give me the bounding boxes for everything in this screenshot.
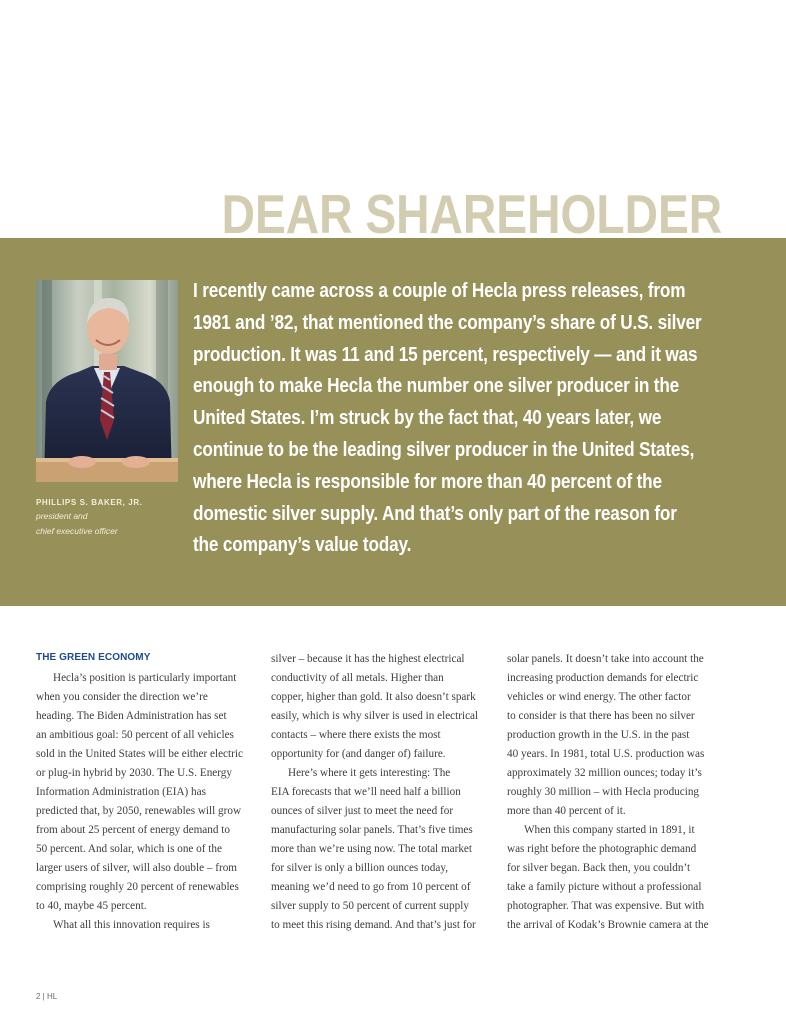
- body-column-1: [36, 650, 252, 935]
- body-line: Hecla’s position is particularly important: [53, 672, 237, 684]
- body-line: silver – because it has the highest electrical: [271, 653, 465, 665]
- body-line: When this company started in 1891, it: [524, 824, 695, 836]
- intro-line: 1981 and ’82, that mentioned the company’s share of U.S. silver: [193, 311, 702, 334]
- body-line: or plug-in hybrid by 2030. The U.S. Energy: [36, 767, 232, 779]
- body-line: production growth in the U.S. in the past: [507, 729, 690, 741]
- body-line: manufacturing solar panels. That’s five times: [271, 824, 473, 836]
- body-line: was right before the photographic demand: [507, 843, 697, 855]
- body-line: to consider is that there has been no silver: [507, 710, 695, 722]
- section-heading: THE GREEN ECONOMY: [36, 652, 151, 663]
- body-line: to 40, maybe 45 percent.: [36, 900, 147, 912]
- body-line: ounces of silver just to meet the need for: [271, 805, 454, 817]
- body-line: opportunity for (and danger of) failure.: [271, 748, 446, 760]
- portrait-caption: [36, 497, 186, 539]
- intro-paragraph: [193, 276, 753, 562]
- body-line: from about 25 percent of energy demand to: [36, 824, 230, 836]
- intro-line: the company’s value today.: [193, 534, 412, 557]
- body-line: sold in the United States will be either electric: [36, 748, 243, 760]
- caption-role-line-2: chief executive officer: [36, 526, 118, 536]
- body-line: approximately 32 million ounces; today it’s: [507, 767, 702, 779]
- body-line: to meet this rising demand. And that’s just for: [271, 919, 476, 931]
- body-line: when you consider the direction we’re: [36, 691, 208, 703]
- body-line: contacts – where there exists the most: [271, 729, 441, 741]
- body-line: meaning we’d need to go from 10 percent of: [271, 881, 471, 893]
- caption-role-line-1: president and: [36, 511, 88, 521]
- body-line: What all this innovation requires is: [53, 919, 210, 931]
- intro-line: production. It was 11 and 15 percent, respectively — and it was: [193, 343, 698, 366]
- body-line: predicted that, by 2050, renewables will grow: [36, 805, 242, 817]
- body-line: more than 40 percent of it.: [507, 805, 626, 817]
- intro-line: continue to be the leading silver producer in the United States,: [193, 438, 695, 461]
- body-line: more than we’re using now. The total market: [271, 843, 473, 855]
- body-line: EIA forecasts that we’ll need half a billion: [271, 786, 461, 798]
- page-title: DEAR SHAREHOLDER: [221, 183, 723, 245]
- body-line: 40 years. In 1981, total U.S. production was: [507, 748, 705, 760]
- body-line: for silver is only a billion ounces today,: [271, 862, 448, 874]
- body-line: 50 percent. And solar, which is one of the: [36, 843, 222, 855]
- caption-name: PHILLIPS S. BAKER, JR.: [36, 498, 143, 507]
- intro-line: enough to make Hecla the number one silver producer in the: [193, 375, 680, 398]
- body-line: photographer. That was expensive. But with: [507, 900, 705, 912]
- intro-line: United States. I’m struck by the fact that, 40 years later, we: [193, 407, 662, 430]
- intro-line: where Hecla is responsible for more than 40 percent of the: [193, 470, 662, 493]
- body-line: silver supply to 50 percent of current supply: [271, 900, 469, 912]
- body-line: larger users of silver, will also double – from: [36, 862, 237, 874]
- ceo-portrait: [36, 280, 178, 482]
- body-line: vehicles or wind energy. The other factor: [507, 691, 691, 703]
- page-footer: 2 | HL: [36, 992, 58, 1001]
- body-line: solar panels. It doesn’t take into account the: [507, 653, 704, 665]
- body-line: easily, which is why silver is used in electrical: [271, 710, 479, 722]
- body-line: conductivity of all metals. Higher than: [271, 672, 444, 684]
- body-column-2: [271, 650, 487, 935]
- body-line: heading. The Biden Administration has set: [36, 710, 227, 722]
- body-line: roughly 30 million – with Hecla producing: [507, 786, 700, 798]
- body-line: the arrival of Kodak’s Brownie camera at the: [507, 919, 709, 931]
- intro-line: I recently came across a couple of Hecla press releases, from: [193, 280, 686, 302]
- body-line: for silver began. Back then, you couldn’t: [507, 862, 691, 874]
- body-column-3: [507, 650, 723, 935]
- body-line: an ambitious goal: 50 percent of all vehicles: [36, 729, 234, 741]
- body-line: Here’s where it gets interesting: The: [288, 767, 451, 779]
- body-line: increasing production demands for electric: [507, 672, 699, 684]
- intro-line: domestic silver supply. And that’s only part of the reason for: [193, 502, 677, 525]
- body-line: Information Administration (EIA) has: [36, 786, 206, 798]
- body-line: take a family picture without a professional: [507, 881, 702, 893]
- portrait-illustration: [36, 280, 178, 482]
- body-line: copper, higher than gold. It also doesn’t spark: [271, 691, 476, 703]
- body-line: comprising roughly 20 percent of renewables: [36, 881, 239, 893]
